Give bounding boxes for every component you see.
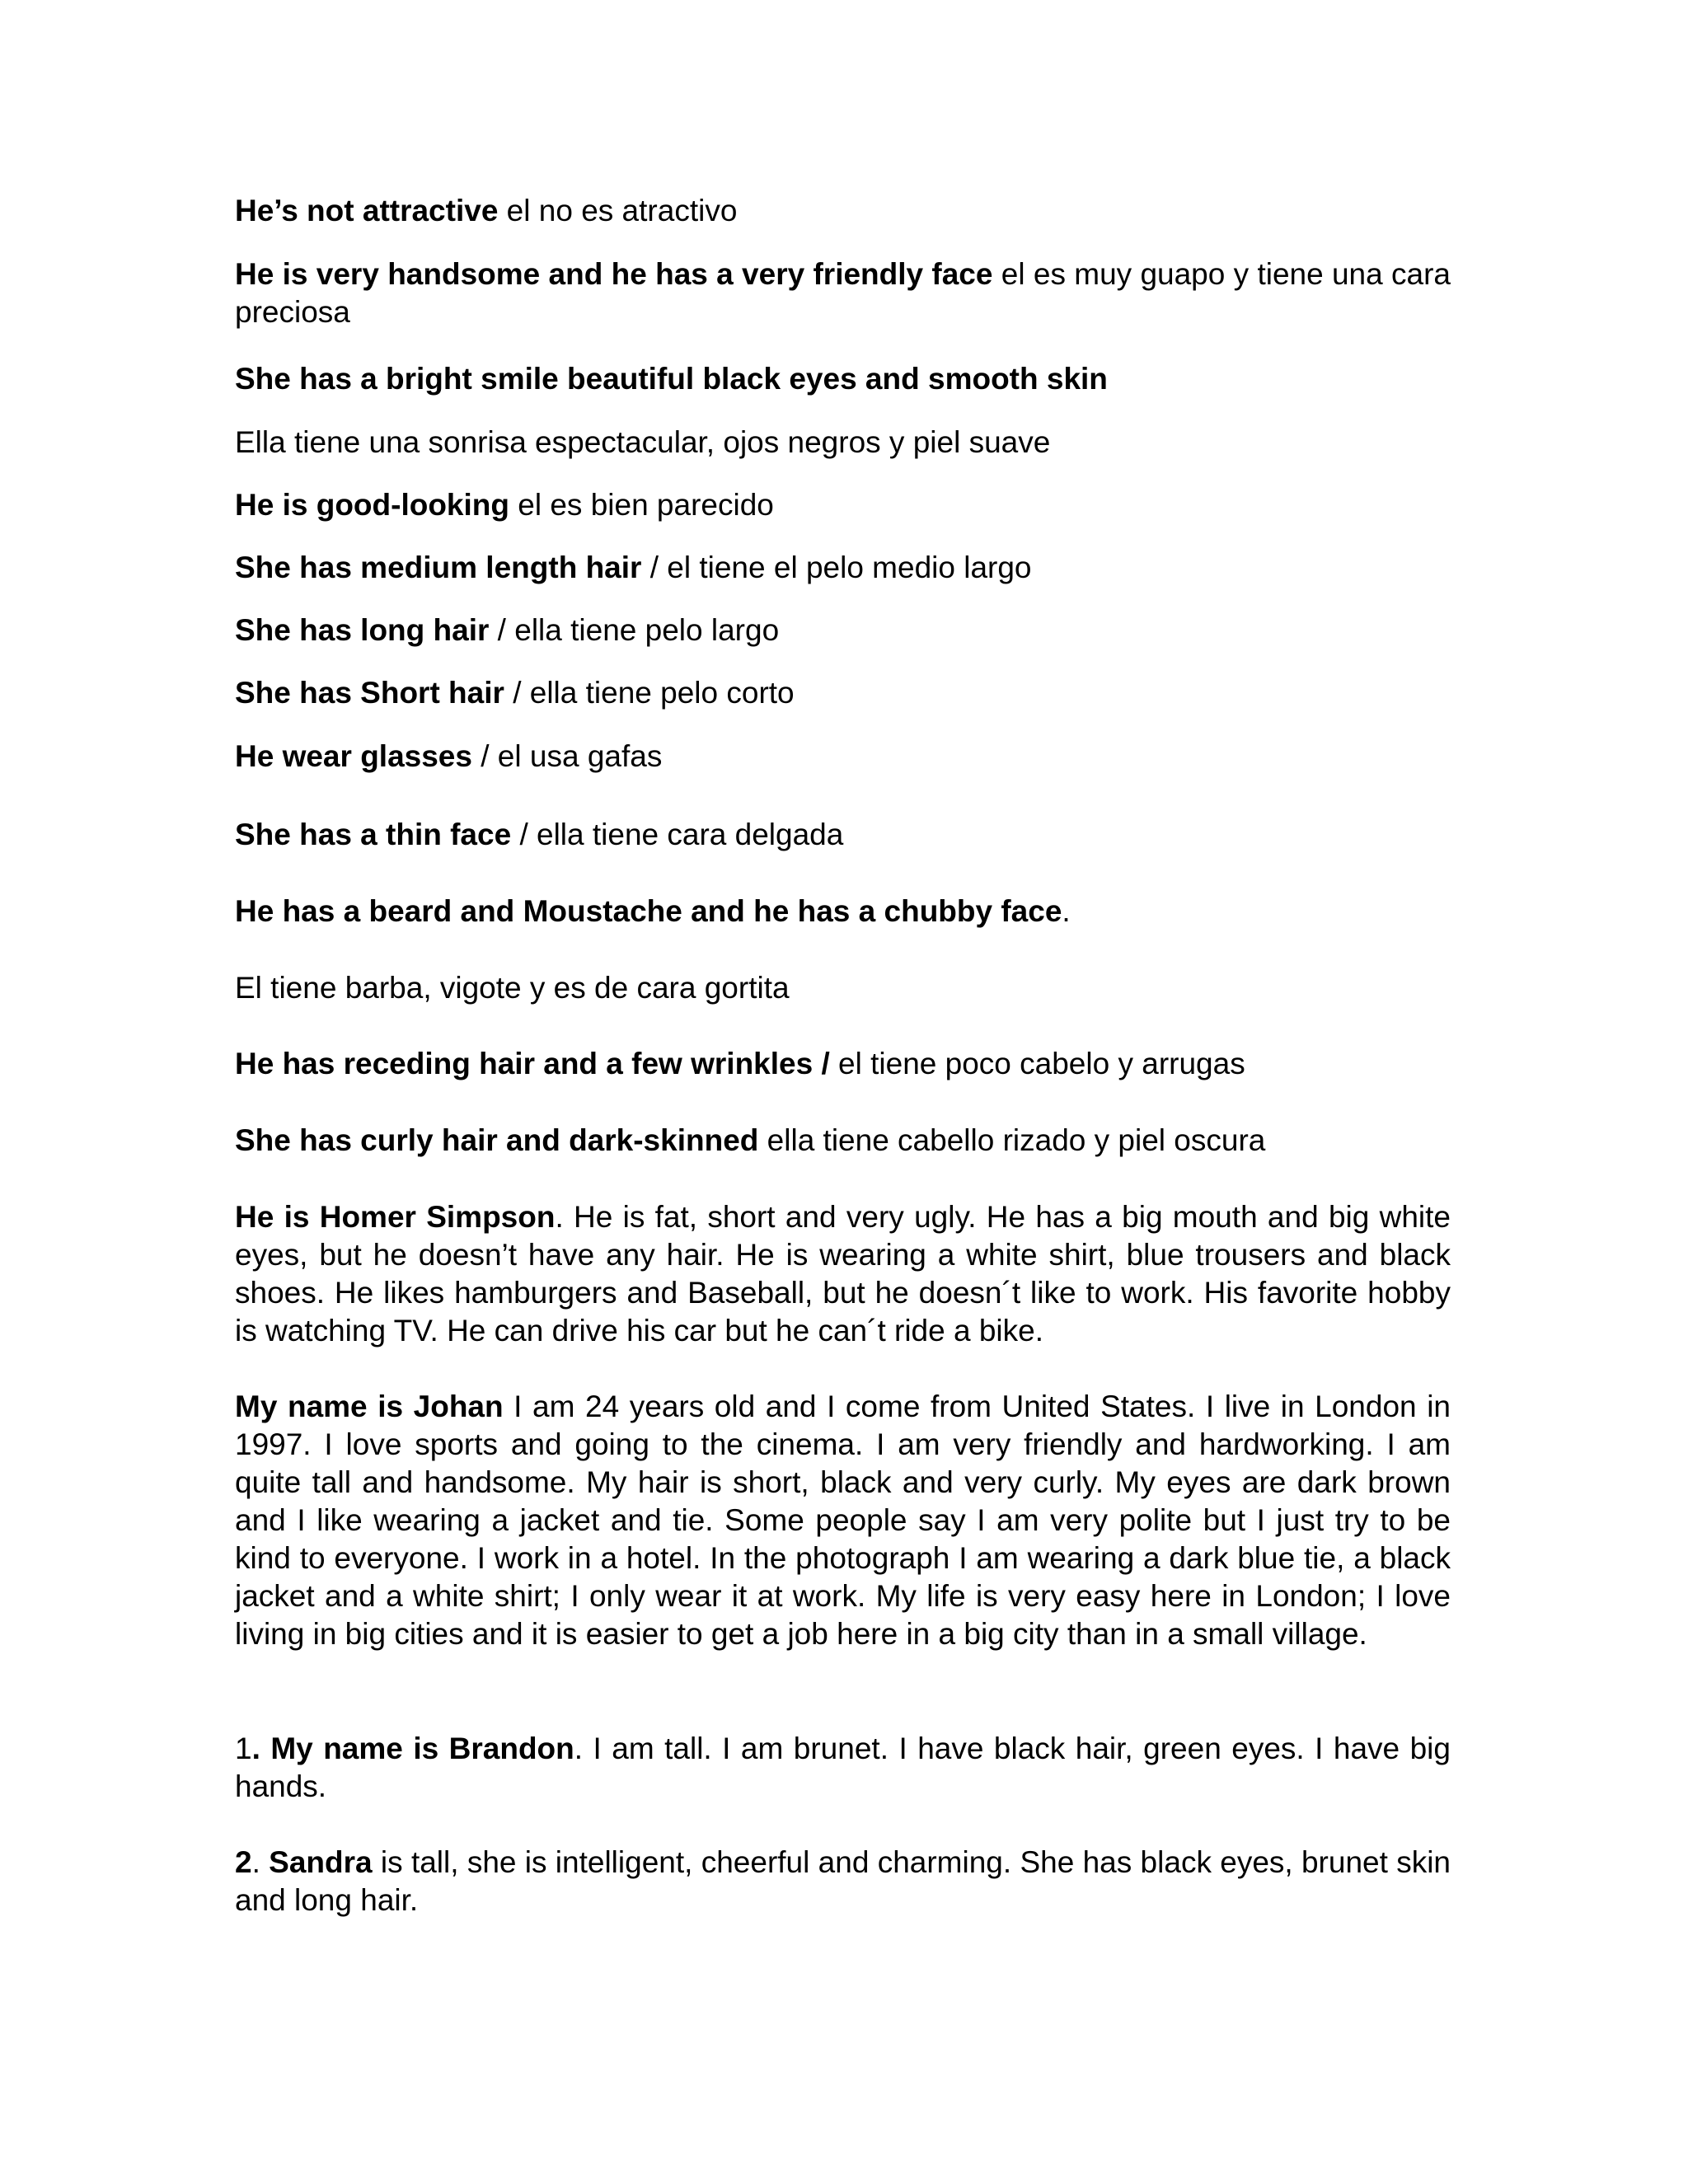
phrase-line: El tiene barba, vigote y es de cara gortita [235, 971, 790, 1005]
paragraph-sandra: 2. Sandra is tall, she is intelligent, cheerful and charming. She has black eyes, brunet skin and long hair. [235, 1845, 1451, 1917]
phrase-line: She has medium length hair / el tiene el pelo medio largo [235, 551, 1032, 584]
phrase-line: He wear glasses / el usa gafas [235, 739, 663, 773]
paragraph-johan: My name is Johan I am 24 years old and I come from United States. I live in London in 1997. I love sports and going to the cinema. I am very friendly and hardworking. I am quite tall and handsome. My hair is short, black and very curly. My eyes are dark brown and I like wearing a jacket and tie. Some people say I am very polite but I just try to be kind to everyone. I work in a hotel. In the photograph I am wearing a dark blue tie, a black jacket and a white shirt; I only wear it at work. My life is very easy here in London; I love living in big cities and it is easier to get a job here in a big city than in a small village. [235, 1390, 1451, 1651]
phrase-line: He has a beard and Moustache and he has a chubby face. [235, 894, 1071, 928]
phrase-line: She has Short hair / ella tiene pelo corto [235, 676, 795, 710]
paragraph-homer: He is Homer Simpson. He is fat, short and very ugly. He has a big mouth and big white eyes, but he doesn’t have any hair. He is wearing a white shirt, blue trousers and black shoes. He likes hamburgers and Baseball, but he doesn´t like to work. His favorite hobby is watching TV. He can drive his car but he can´t ride a bike. [235, 1200, 1451, 1347]
phrase-line: He is good-looking el es bien parecido [235, 488, 774, 522]
phrase-line: She has a bright smile beautiful black eyes and smooth skin [235, 362, 1108, 396]
paragraph-brandon: 1. My name is Brandon. I am tall. I am brunet. I have black hair, green eyes. I have big hands. [235, 1732, 1451, 1803]
phrase-line: He is very handsome and he has a very friendly face el es muy guapo y tiene una cara preciosa [235, 257, 1451, 329]
phrase-line: He’s not attractive el no es atractivo [235, 194, 738, 227]
phrase-line: She has curly hair and dark-skinned ella tiene cabello rizado y piel oscura [235, 1123, 1266, 1157]
phrase-line: He has receding hair and a few wrinkles / el tiene poco cabelo y arrugas [235, 1047, 1245, 1080]
phrase-line: She has a thin face / ella tiene cara delgada [235, 818, 844, 851]
phrase-line: Ella tiene una sonrisa espectacular, ojos negros y piel suave [235, 425, 1051, 459]
phrase-line: She has long hair / ella tiene pelo largo [235, 613, 780, 647]
